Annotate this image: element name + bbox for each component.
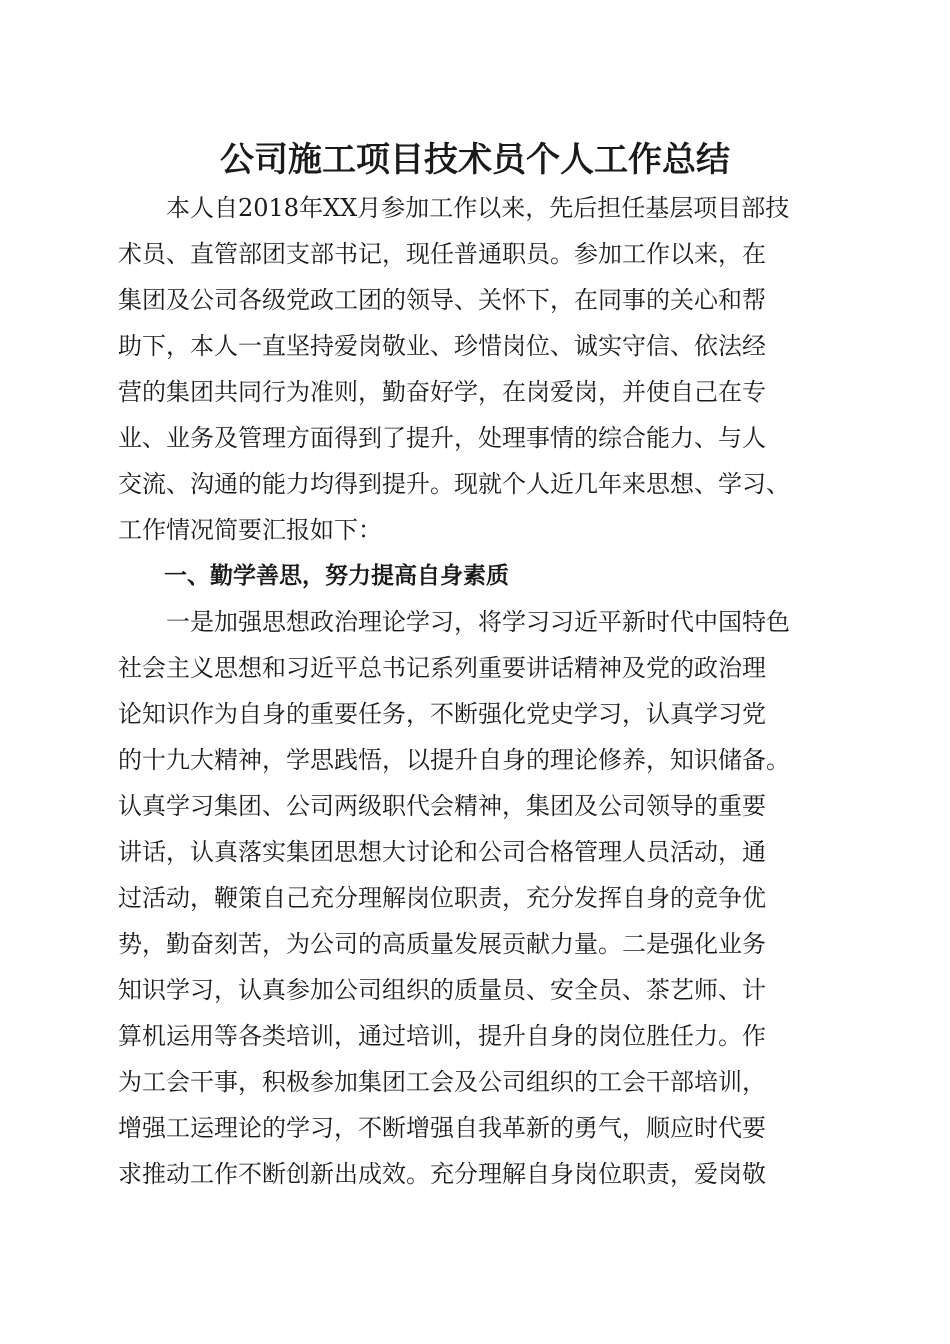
paragraph-line: 为工会干事，积极参加集团工会及公司组织的工会干部培训，	[118, 1068, 766, 1096]
paragraph-line: 过活动，鞭策自己充分理解岗位职责，充分发挥自身的竞争优	[118, 884, 766, 912]
paragraph-line: 的十九大精神，学思践悟，以提升自身的理论修养，知识储备。	[118, 746, 790, 774]
paragraph-line: 讲话，认真落实集团思想大讨论和公司合格管理人员活动，通	[118, 838, 766, 866]
paragraph-line: 算机运用等各类培训，通过培训，提升自身的岗位胜任力。作	[118, 1022, 766, 1050]
paragraph-line: 业、业务及管理方面得到了提升，处理事情的综合能力、与人	[118, 424, 766, 452]
paragraph-line: 论知识作为自身的重要任务，不断强化党史学习，认真学习党	[118, 700, 766, 728]
section-heading: 一、勤学善思，努力提高自身素质	[118, 563, 509, 589]
paragraph-line: 集团及公司各级党政工团的领导、关怀下，在同事的关心和帮	[118, 286, 766, 314]
paragraph-line: 增强工运理论的学习，不断增强自我革新的勇气，顺应时代要	[118, 1114, 766, 1142]
paragraph-line: 一是加强思想政治理论学习，将学习习近平新时代中国特色	[118, 608, 790, 636]
document-title: 公司施工项目技术员个人工作总结	[220, 140, 730, 180]
paragraph-line: 知识学习，认真参加公司组织的质量员、安全员、茶艺师、计	[118, 976, 766, 1004]
paragraph-line: 交流、沟通的能力均得到提升。现就个人近几年来思想、学习、	[118, 470, 790, 498]
paragraph-line: 本人自2018年XX月参加工作以来，先后担任基层项目部技	[118, 194, 790, 222]
paragraph-line: 术员、直管部团支部书记，现任普通职员。参加工作以来，在	[118, 240, 766, 268]
paragraph-line: 势，勤奋刻苦，为公司的高质量发展贡献力量。二是强化业务	[118, 930, 766, 958]
paragraph-line: 认真学习集团、公司两级职代会精神，集团及公司领导的重要	[118, 792, 766, 820]
paragraph-line: 营的集团共同行为准则，勤奋好学，在岗爱岗，并使自己在专	[118, 378, 766, 406]
paragraph-line: 求推动工作不断创新出成效。充分理解自身岗位职责，爱岗敬	[118, 1160, 766, 1188]
paragraph-line: 工作情况简要汇报如下：	[118, 516, 382, 544]
paragraph-line: 助下，本人一直坚持爱岗敬业、珍惜岗位、诚实守信、依法经	[118, 332, 766, 360]
paragraph-line: 社会主义思想和习近平总书记系列重要讲话精神及党的政治理	[118, 654, 766, 682]
